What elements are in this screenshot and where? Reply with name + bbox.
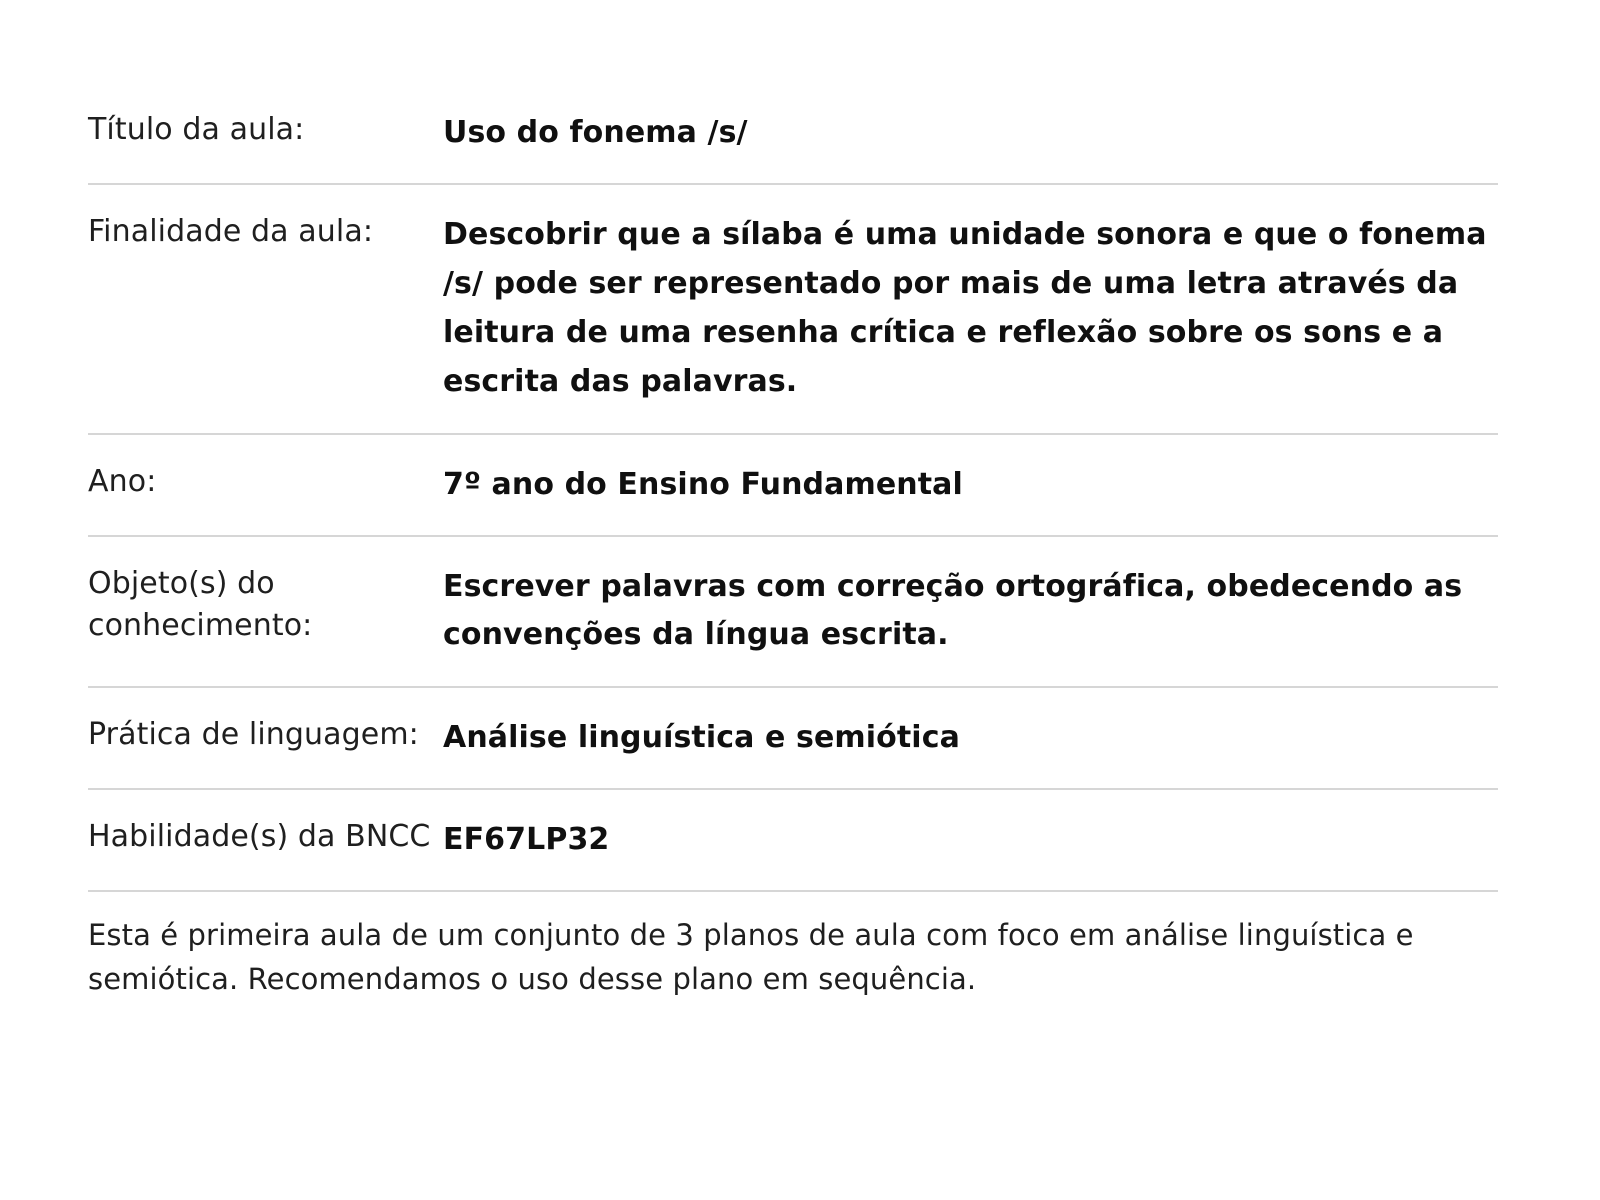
row-label-finalidade: Finalidade da aula: [88,184,443,434]
table-row [88,789,1498,891]
row-label-ano: Ano: [88,434,443,536]
row-value-objeto-conhecimento: Escrever palavras com correção ortográfica, obedecendo as convenções da língua escrita. [443,536,1498,688]
row-value-pratica-linguagem: Análise linguística e semiótica [443,687,1498,789]
row-label-objeto-conhecimento: Objeto(s) do conhecimento: [88,536,443,688]
row-value-finalidade: Descobrir que a sílaba é uma unidade sonora e que o fonema /s/ pode ser representado por mais de uma letra através da leitura de uma resenha crítica e reflexão sobre os sons e a escrita das palavras. [443,184,1498,434]
lesson-plan-table [88,95,1498,1001]
table-row [88,184,1498,434]
row-label-habilidade-bncc: Habilidade(s) da BNCC [88,789,443,891]
table-row [88,687,1498,789]
table-row [88,95,1498,184]
footnote-text: Esta é primeira aula de um conjunto de 3 planos de aula com foco em análise linguística e semiótica. Recomendamos o uso desse plano em sequência. [88,918,1414,996]
row-value-ano: 7º ano do Ensino Fundamental [443,434,1498,536]
table-row [88,434,1498,536]
row-label-titulo: Título da aula: [88,112,305,147]
table-row [88,536,1498,688]
footnote-cell [88,891,1498,1001]
row-value-titulo: Uso do fonema /s/ [443,115,748,150]
row-value-habilidade-bncc: EF67LP32 [443,789,1498,891]
row-label-pratica-linguagem: Prática de linguagem: [88,687,443,789]
footnote-row [88,891,1498,1001]
